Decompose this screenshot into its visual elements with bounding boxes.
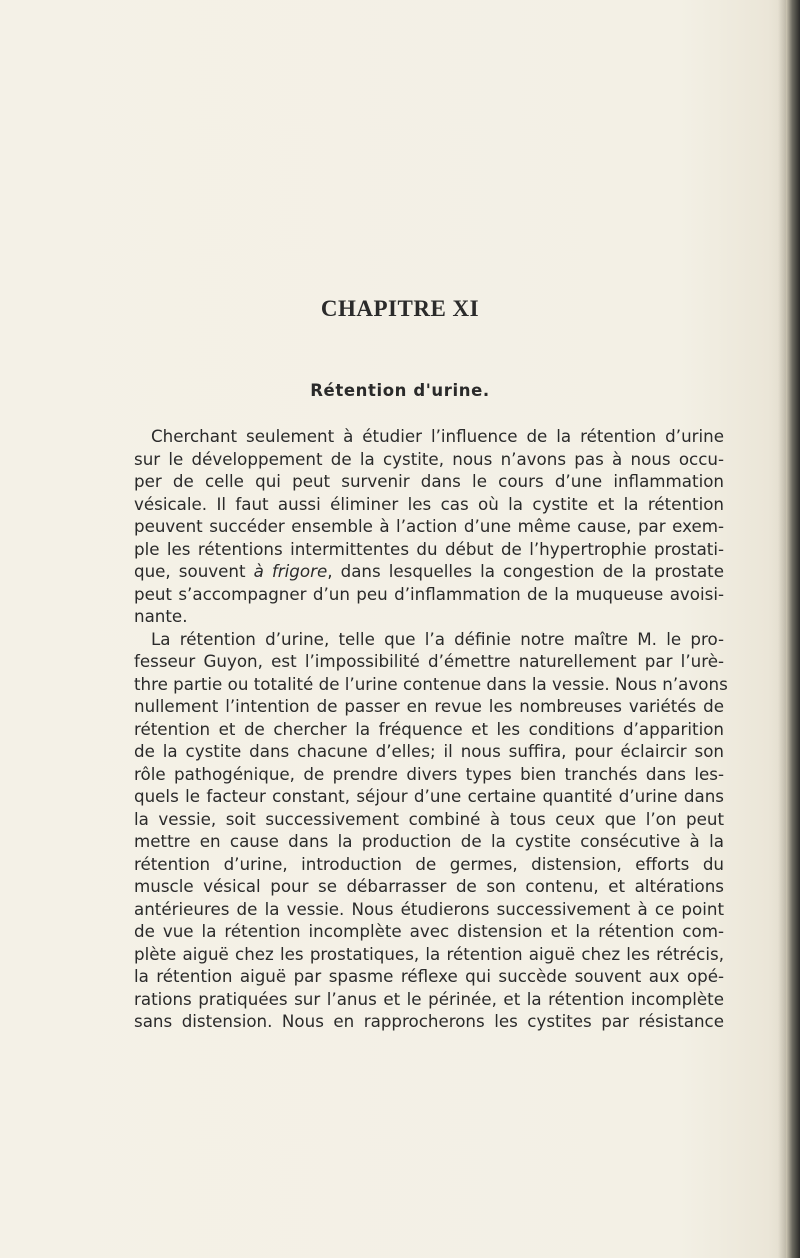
text-line: thre partie ou totalité de l’urine contenue dans la vessie. Nous n’avons	[134, 673, 728, 694]
text-line: peut s’accompagner d’un peu d’inflammation de la muqueuse avoisi-	[134, 583, 724, 604]
text-line: sans distension. Nous en rapprocherons les cystites par résistance	[134, 1011, 724, 1031]
text-line: rôle pathogénique, de prendre divers types bien tranchés dans les-	[134, 763, 724, 784]
text-line: sur le développement de la cystite, nous n’avons pas à nous occu-	[134, 448, 724, 469]
text-line: nullement l’intention de passer en revue les nombreuses variétés de	[134, 696, 724, 716]
section-title: Rétention d'urine.	[310, 381, 490, 400]
text-line: rations pratiquées sur l’anus et le périnée, et la rétention incomplète	[134, 988, 724, 1009]
text-line: de vue la rétention incomplète avec distension et la rétention com-	[134, 921, 724, 941]
text-line: vésicale. Il faut aussi éliminer les cas où la cystite et la rétention	[134, 493, 724, 514]
paragraph-2	[134, 628, 728, 1033]
paragraph-1	[134, 425, 724, 628]
text-line: la rétention aiguë par spasme réflexe qui succède souvent aux opé-	[134, 966, 724, 986]
page-edge	[786, 0, 800, 1258]
text-line: fesseur Guyon, est l’impossibilité d’émettre naturellement par l’urè-	[134, 651, 724, 671]
text-line: quels le facteur constant, séjour d’une certaine quantité d’urine dans	[134, 786, 724, 806]
page-gutter-shadow	[778, 0, 786, 1258]
chapter-title: CHAPITRE XI	[320, 296, 480, 321]
body-text	[134, 425, 728, 1033]
text-line: la vessie, soit successivement combiné à tous ceux que l’on peut	[134, 808, 724, 829]
text-line: plète aiguë chez les prostatiques, la rétention aiguë chez les rétrécis,	[134, 943, 724, 964]
text-line: per de celle qui peut survenir dans le cours d’une inflammation	[134, 471, 724, 491]
text-line: mettre en cause dans la production de la cystite consécutive à la	[134, 831, 724, 851]
text-line-with-italic	[134, 560, 724, 583]
text-line: muscle vésical pour se débarrasser de son contenu, et altérations	[134, 876, 724, 896]
text-line: La rétention d’urine, telle que l’a définie notre maître M. le pro-	[151, 628, 724, 649]
text-segment: que, souvent	[134, 561, 254, 581]
text-line: de la cystite dans chacune d’elles; il nous suffira, pour éclaircir son	[134, 741, 724, 761]
text-line: peuvent succéder ensemble à l’action d’une même cause, par exem-	[134, 516, 724, 536]
text-segment: , dans lesquelles la congestion de la prostate	[327, 561, 724, 581]
text-line: Cherchant seulement à étudier l’influence de la rétention d’urine	[151, 426, 724, 446]
text-line: nante.	[134, 606, 188, 626]
text-line: rétention d’urine, introduction de germes, distension, efforts du	[134, 853, 724, 874]
text-line: rétention et de chercher la fréquence et les conditions d’apparition	[134, 718, 724, 739]
text-line: antérieures de la vessie. Nous étudierons successivement à ce point	[134, 898, 724, 919]
italic-latin-phrase: à frigore	[253, 561, 328, 581]
text-line: ple les rétentions intermittentes du début de l’hypertrophie prostati-	[134, 538, 724, 559]
